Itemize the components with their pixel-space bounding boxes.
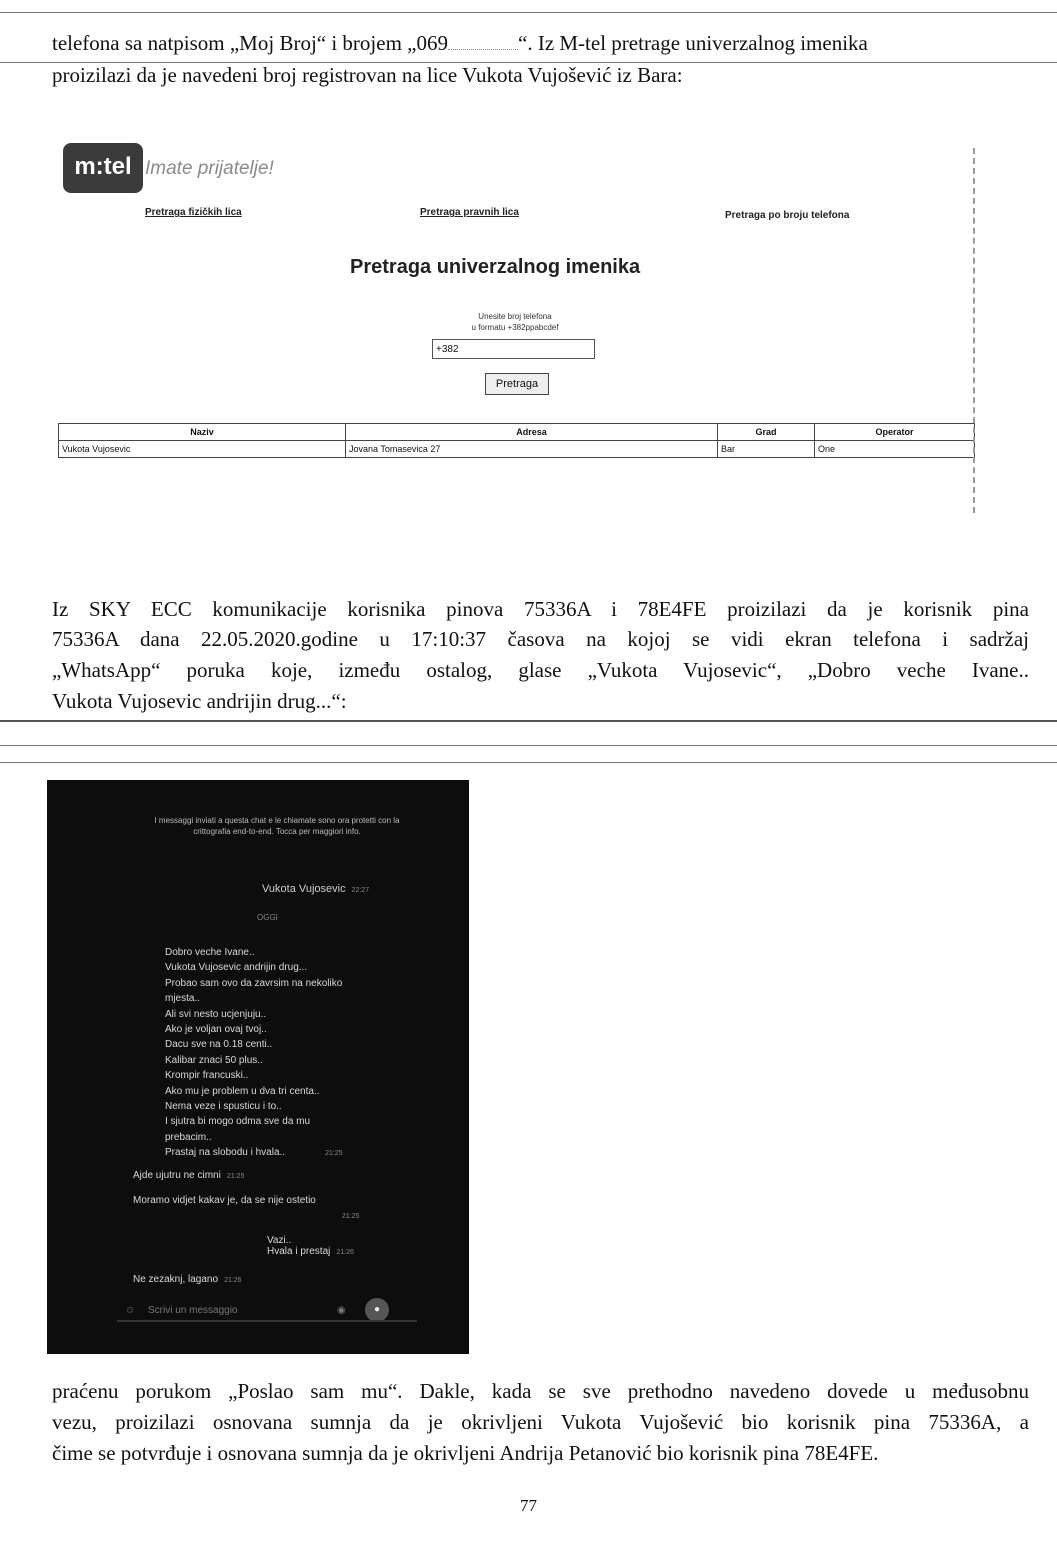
scan-line	[0, 12, 1057, 13]
top-text-line-2: proizilazi da je navedeni broj registrovan na lice Vukota Vujošević iz Bara:	[52, 63, 683, 87]
bottom-text-line-2: vezu, proizilazi osnovana sumnja da je okrivljeni Vukota Vujošević bio korisnik pina 75336A, a	[52, 1410, 1029, 1434]
middle-text-line-1: Iz SKY ECC komunikacije korisnika pinova 75336A i 78E4FE proizilazi da je korisnik pina	[52, 597, 1029, 621]
message-line: Ali svi nesto ucjenjuju..	[165, 1008, 267, 1020]
message-time: 21:25	[325, 1150, 343, 1158]
cell-address: Jovana Tomasevica 27	[346, 441, 718, 458]
message-4-line-1: Vazi..	[267, 1235, 292, 1246]
hint-line-1: Unesite broj telefona	[478, 312, 552, 321]
middle-text-line-4: Vukota Vujosevic andrijin drug...“:	[52, 689, 347, 713]
message-line: Krompir francuski..	[165, 1070, 249, 1082]
contact-name-text: Vukota Vujosevic	[262, 883, 346, 895]
message-line: Ako mu je problem u dva tri centa..	[165, 1085, 320, 1097]
scrollbar[interactable]	[973, 148, 981, 513]
message-3-time: 21:25	[342, 1213, 360, 1220]
top-text-line-1	[52, 28, 1029, 58]
message-5-time: 21:26	[224, 1277, 242, 1284]
message-2-text: Ajde ujutru ne cimni	[133, 1170, 221, 1181]
message-line: Nema veze i spusticu i to..	[165, 1101, 282, 1113]
cell-name: Vukota Vujosevic	[59, 441, 346, 458]
bottom-text-line-1: praćenu porukom „Poslao sam mu“. Dakle, kada se sve prethodno navedeno dovede u međusobnu	[52, 1379, 1029, 1403]
top-text-line-1a: telefona sa natpisom „Moj Broj“ i brojem „069	[52, 31, 448, 55]
message-line: Vukota Vujosevic andrijin drug...	[165, 962, 308, 974]
nav-link-physical-persons[interactable]: Pretraga fizičkih lica	[145, 207, 242, 218]
message-line: prebacim..	[165, 1131, 212, 1143]
nav-link-legal-persons[interactable]: Pretraga pravnih lica	[420, 207, 519, 218]
col-header-operator: Operator	[815, 424, 975, 441]
page-number: 77	[520, 1496, 537, 1515]
message-line-text: Prastaj na slobodu i hvala..	[165, 1147, 286, 1159]
message-2-time: 21:25	[226, 1173, 245, 1180]
nav-search-by-phone[interactable]: Pretraga po broju telefona	[725, 210, 850, 221]
search-button[interactable]: Pretraga	[485, 373, 549, 395]
cell-city: Bar	[718, 441, 815, 458]
camera-icon[interactable]: ◉	[337, 1305, 346, 1316]
results-header-row	[59, 424, 975, 441]
mtel-slogan: Imate prijatelje!	[145, 158, 274, 179]
phone-format-hint	[430, 311, 600, 333]
scan-line	[0, 762, 1057, 763]
message-4-line-2: Hvala i prestaj	[267, 1246, 331, 1257]
results-table	[58, 423, 975, 458]
message-2	[133, 1170, 244, 1181]
message-line: Probao sam ovo da zavrsim na nekoliko	[165, 977, 343, 989]
contact-time: 22:27	[351, 887, 370, 894]
middle-text-line-3: „WhatsApp“ poruka koje, između ostalog, glase „Vukota Vujosevic“, „Dobro veche Ivane..	[52, 658, 1029, 682]
divider	[117, 1320, 417, 1322]
redacted-number	[448, 49, 518, 50]
message-4	[267, 1235, 354, 1257]
mtel-directory-screenshot	[55, 118, 980, 513]
emoji-icon[interactable]: ☺	[125, 1305, 136, 1316]
top-text-line-1b: “. Iz M-tel pretrage univerzalnog imenika	[518, 31, 868, 55]
message-bubble	[165, 945, 425, 1162]
col-header-address: Adresa	[346, 424, 718, 441]
scan-line	[0, 720, 1057, 722]
mtel-logo: m:tel	[63, 143, 143, 193]
message-line: Dacu sve na 0.18 centi..	[165, 1039, 273, 1051]
contact-name	[262, 883, 369, 895]
message-line	[165, 1145, 425, 1161]
message-3-text: Moramo vidjet kakav je, da se nije ostetio	[133, 1195, 316, 1206]
cell-operator: One	[815, 441, 975, 458]
message-3	[133, 1195, 316, 1206]
middle-text-line-2: 75336A dana 22.05.2020.godine u 17:10:37 časova na kojoj se vidi ekran telefona i sadržaj	[52, 627, 1029, 651]
phone-number-input[interactable]: +382	[432, 339, 595, 359]
composer-placeholder: Scrivi un messaggio	[148, 1305, 238, 1316]
col-header-city: Grad	[718, 424, 815, 441]
message-4-time: 21:26	[336, 1249, 354, 1256]
encryption-notice: I messaggi inviati a questa chat e le chiamate sono ora protetti con la crittografia end-to-end. Tocca per maggiori info.	[154, 816, 400, 836]
hint-line-2: u formatu +382ppabcdef	[471, 323, 559, 332]
message-line: mjesta..	[165, 993, 201, 1005]
message-5	[133, 1274, 242, 1285]
message-line: Ako je voljan ovaj tvoj..	[165, 1024, 267, 1036]
date-label: OGGI	[257, 913, 278, 922]
directory-heading: Pretraga univerzalnog imenika	[350, 256, 641, 278]
microphone-icon[interactable]: ●	[365, 1298, 389, 1322]
message-5-text: Ne zezaknj, lagano	[133, 1274, 219, 1285]
whatsapp-screenshot	[47, 780, 469, 1354]
message-line: Kalibar znaci 50 plus..	[165, 1054, 263, 1066]
col-header-name: Naziv	[59, 424, 346, 441]
bottom-text-line-3: čime se potvrđuje i osnovana sumnja da je okrivljeni Andrija Petanović bio korisnik pina 78E4FE.	[52, 1441, 879, 1465]
table-row	[59, 441, 975, 458]
message-line: Dobro veche Ivane..	[165, 947, 255, 958]
scan-line	[0, 745, 1057, 746]
composer-input[interactable]	[125, 1305, 237, 1316]
message-line: I sjutra bi mogo odma sve da mu	[165, 1116, 311, 1128]
